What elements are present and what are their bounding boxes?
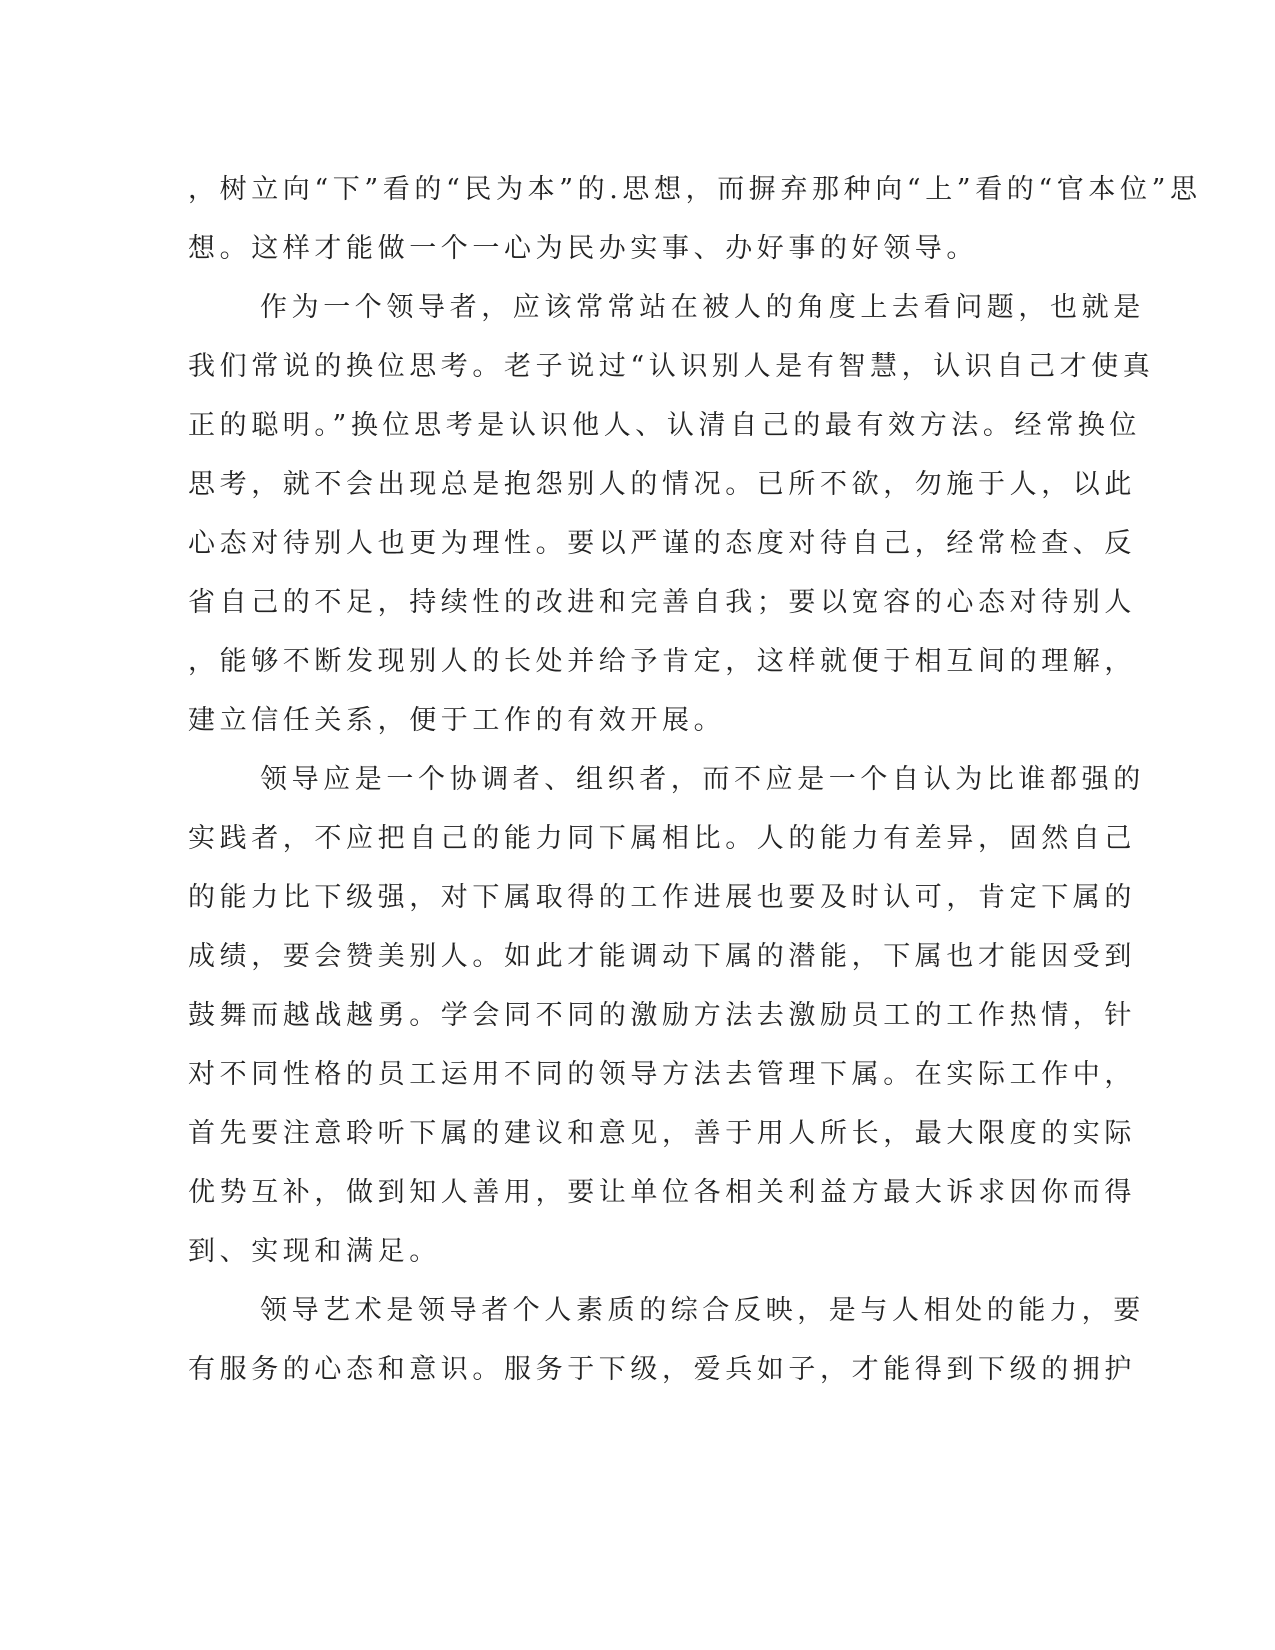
- text-line: 实践者，不应把自己的能力同下属相比。人的能力有差异，固然自己: [188, 823, 1136, 854]
- text-line: 领导艺术是领导者个人素质的综合反映，是与人相处的能力，要: [260, 1295, 1145, 1326]
- text-line: 首先要注意聆听下属的建议和意见，善于用人所长，最大限度的实际: [188, 1118, 1136, 1149]
- text-line: 对不同性格的员工运用不同的领导方法去管理下属。在实际工作中，: [188, 1059, 1136, 1090]
- text-line: 省自己的不足，持续性的改进和完善自我；要以宽容的心态对待别人: [188, 587, 1136, 618]
- text-line: 正的聪明。”换位思考是认识他人、认清自己的最有效方法。经常换位: [188, 410, 1141, 441]
- text-line: 鼓舞而越战越勇。学会同不同的激励方法去激励员工的工作热情，针: [188, 1000, 1136, 1031]
- text-line: 的能力比下级强，对下属取得的工作进展也要及时认可，肯定下属的: [188, 882, 1136, 913]
- text-line: 到、实现和满足。: [188, 1236, 441, 1267]
- text-line: 心态对待别人也更为理性。要以严谨的态度对待自己，经常检查、反: [188, 528, 1136, 559]
- text-line: 有服务的心态和意识。服务于下级，爱兵如子，才能得到下级的拥护: [188, 1354, 1136, 1385]
- text-line: 我们常说的换位思考。老子说过“认识别人是有智慧，认识自己才使真: [188, 351, 1155, 382]
- text-line: 想。这样才能做一个一心为民办实事、办好事的好领导。: [188, 233, 978, 264]
- text-line: ，能够不断发现别人的长处并给予肯定，这样就便于相互间的理解，: [188, 646, 1136, 677]
- text-line: 优势互补，做到知人善用，要让单位各相关利益方最大诉求因你而得: [188, 1177, 1136, 1208]
- text-line: 成绩，要会赞美别人。如此才能调动下属的潜能，下属也才能因受到: [188, 941, 1136, 972]
- text-line: 领导应是一个协调者、组织者，而不应是一个自认为比谁都强的: [260, 764, 1145, 795]
- text-line: 建立信任关系，便于工作的有效开展。: [188, 705, 726, 736]
- text-line: 思考，就不会出现总是抱怨别人的情况。已所不欲，勿施于人，以此: [188, 469, 1136, 500]
- text-line: ，树立向“下”看的“民为本”的.思想，而摒弃那种向“上”看的“官本位”思: [188, 174, 1202, 205]
- text-line: 作为一个领导者，应该常常站在被人的角度上去看问题，也就是: [260, 292, 1145, 323]
- body-text: [188, 160, 1202, 1399]
